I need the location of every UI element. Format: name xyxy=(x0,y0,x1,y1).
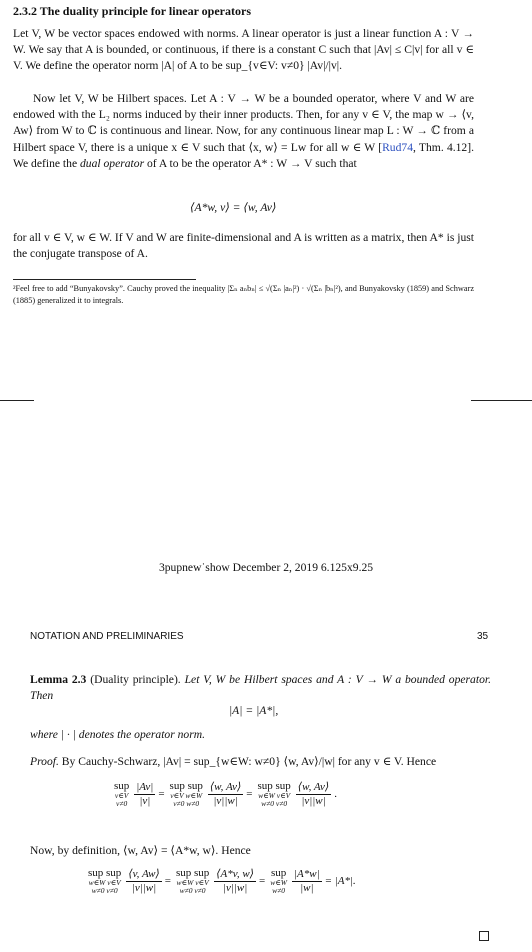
paragraph-dual-operator xyxy=(13,91,474,172)
lemma-name: (Duality principle). xyxy=(90,673,181,686)
document-page-2 xyxy=(0,492,532,952)
sup-operator: sup sup w∈W v∈V w≠0 v≠0 xyxy=(88,867,122,895)
lemma-body: Let V, W be Hilbert spaces and A : V → W a bounded operator. Then xyxy=(30,673,491,703)
proof-equation-1: sup v∈V v≠0 $\frac{|Av|}{|v|}$ = sup sup v∈V w∈W v≠0 w≠0 $\frac{⟨w, Av⟩}{|v||w|}$ = sup sup w∈W v∈V w≠0 v≠0 $\frac{⟨w, Av⟩}{|v||w|}$ . xyxy=(114,780,337,808)
paragraph-conjugate-transpose: for all v ∈ V, w ∈ W. If V and W are finite-dimensional and A is written as a matrix, then A* is just the conjugate transpose of A. xyxy=(13,231,474,261)
defined-term: dual operator xyxy=(80,156,145,170)
proof-text: By Cauchy-Schwarz, |Av| = sup_{w∈W: w≠0} ⟨w, Av⟩/|w| for any v ∈ V. Hence xyxy=(61,755,437,768)
sup-operator: sup w∈W w≠0 xyxy=(270,867,287,895)
fraction: $\frac{⟨w, Av⟩}{|v||w|}$ xyxy=(297,780,330,807)
paragraph-text: , Thm. 4.12]. We define the xyxy=(13,140,474,170)
paragraph-text: of A to be the operator A* : W → V such that xyxy=(144,156,357,170)
equation-result: = |A*|. xyxy=(324,875,356,887)
sup-operator: sup sup v∈V w∈W v≠0 w≠0 xyxy=(169,780,203,808)
lemma-label: Lemma 2.3 xyxy=(30,673,87,686)
paragraph-operator-norm: Let V, W be vector spaces endowed with norms. A linear operator is just a linear function A : V → W. We say that A is bounded, or continuous, if there is a constant C such that |Av| ≤ C|v| for all v ∈ V. We define the operator norm |A| of A to be sup_{v∈V: v≠0} |Av|/|v|. xyxy=(13,27,474,73)
running-head: 3pupnew˙show December 2, 2019 6.125x9.25 xyxy=(158,561,374,574)
footnote-rule xyxy=(13,279,196,280)
proof-intro xyxy=(30,754,491,770)
page-edge-mark-right xyxy=(471,400,532,401)
fraction: $\frac{⟨A*v, w⟩}{|v||w|}$ xyxy=(216,867,254,894)
fraction: $\frac{|A*w|}{|w|}$ xyxy=(294,867,320,894)
fraction: $\frac{|Av|}{|v|}$ xyxy=(136,780,154,807)
proof-equation-2: sup sup w∈W v∈V w≠0 v≠0 $\frac{⟨v, Aw⟩}{|v||w|}$ = sup sup w∈W v∈V w≠0 v≠0 $\frac{⟨A*v, w⟩}{|v||w|}$ = sup w∈W w≠0 $\frac{|A*w|}{|w|}$ = |A*|. xyxy=(88,867,356,895)
paragraph-text: Now let V, W be Hilbert spaces. Let A : V → W be a bounded operator, where V and W are endowed with the L₂ norms induced by their inner products. Then, for any v ∈ V, the map w → ⟨v, Aw⟩ from W to ℂ is continuous and linear. Now, for any continuous linear map L : W → ℂ from a Hilbert space V, there is a unique x ∈ V such that ⟨x, w⟩ = Lw for all w ∈ W [ xyxy=(13,92,474,154)
chapter-header: NOTATION AND PRELIMINARIES xyxy=(30,631,184,642)
qed-box xyxy=(479,931,489,941)
display-equation: ⟨A*w, v⟩ = ⟨w, Av⟩ xyxy=(190,201,277,214)
fraction: $\frac{⟨v, Aw⟩}{|v||w|}$ xyxy=(128,867,160,894)
lemma-where: where | · | denotes the operator norm. xyxy=(30,728,205,741)
footnote: ²Feel free to add “Bunyakovsky”. Cauchy proved the inequality |Σₙ aₙbₙ| ≤ √(Σₙ |aₙ|²) · √(Σₙ |bₙ|²), and Bunyakovsky (1859) and Schwarz (1885) generalized it to integrals. xyxy=(13,284,474,305)
sup-operator: sup v∈V v≠0 xyxy=(114,780,130,808)
sup-operator: sup sup w∈W v∈V w≠0 v≠0 xyxy=(257,780,291,808)
sup-operator: sup sup w∈W v∈V w≠0 v≠0 xyxy=(175,867,210,895)
proof-continuation: Now, by definition, ⟨w, Av⟩ = ⟨A*w, w⟩. Hence xyxy=(30,844,251,857)
citation-link[interactable]: Rud74 xyxy=(382,140,413,154)
fraction: $\frac{⟨w, Av⟩}{|v||w|}$ xyxy=(209,780,242,807)
page-edge-mark-left xyxy=(0,400,34,401)
lemma-equation: |A| = |A*|, xyxy=(229,704,279,717)
lemma xyxy=(30,672,491,704)
page-number: 35 xyxy=(477,631,489,642)
proof-label: Proof. xyxy=(30,755,59,768)
section-title: 2.3.2 The duality principle for linear operators xyxy=(13,4,252,18)
